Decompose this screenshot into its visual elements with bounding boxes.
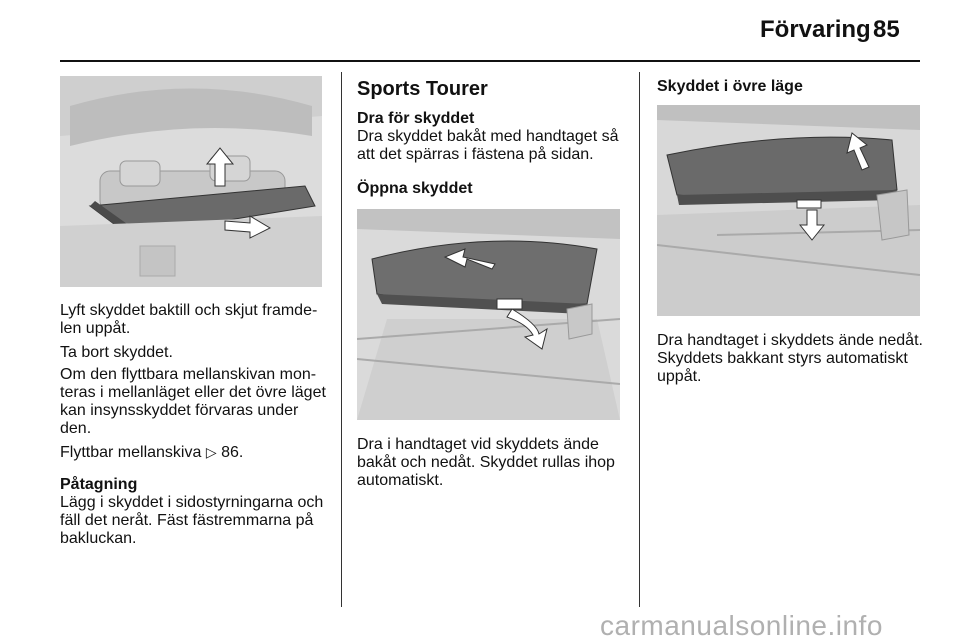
subheading-open-cover: Öppna skyddet [357,180,473,197]
column-divider-1 [341,72,342,607]
cross-reference-text: Flyttbar mellanskiva [60,444,202,461]
subheading-attach: Påtagning [60,476,138,493]
header-rule [60,60,920,62]
paragraph-remove-cover: Ta bort skyddet. [60,344,173,361]
chapter-title: Förvaring [760,16,871,43]
figure-cargo-cover-removal [60,76,322,287]
figure-open-cover [357,209,620,420]
page-reference-arrow-icon: ▷ [205,445,217,461]
paragraph-pull-cover: Dra skyddet bakåt med handtaget så att det spärras i fästena på sidan. [357,128,619,163]
figure-upper-position [657,105,920,316]
section-title: Sports Tourer [357,78,488,100]
paragraph-upper-position: Dra handtaget i skyddets ände nedåt. Skyddets bakkant styrs automatiskt uppåt. [657,332,923,385]
paragraph-attach: Lägg i skyddet i sidostyrningarna och fäll det neråt. Fäst fästremmarna på bakluckan. [60,494,324,547]
watermark: carmanualsonline.info [600,610,883,641]
paragraph-cross-reference [60,444,335,462]
paragraph-open-cover: Dra i handtaget vid skyddets ände bakåt och nedåt. Skyddet rullas ihop automatiskt. [357,436,615,489]
subheading-upper-position: Skyddet i övre läge [657,78,803,95]
paragraph-lift-cover: Lyft skyddet baktill och skjut framde- len uppåt. [60,302,318,337]
page-number: 85 [873,16,900,43]
cross-reference-page[interactable]: 86. [221,444,244,461]
subheading-pull-cover: Dra för skyddet [357,110,475,127]
paragraph-storage-info: Om den flyttbara mellanskivan mon- teras i mellanläget eller det övre läget kan insynsskyddet förvaras under den. [60,366,326,437]
column-divider-2 [639,72,640,607]
